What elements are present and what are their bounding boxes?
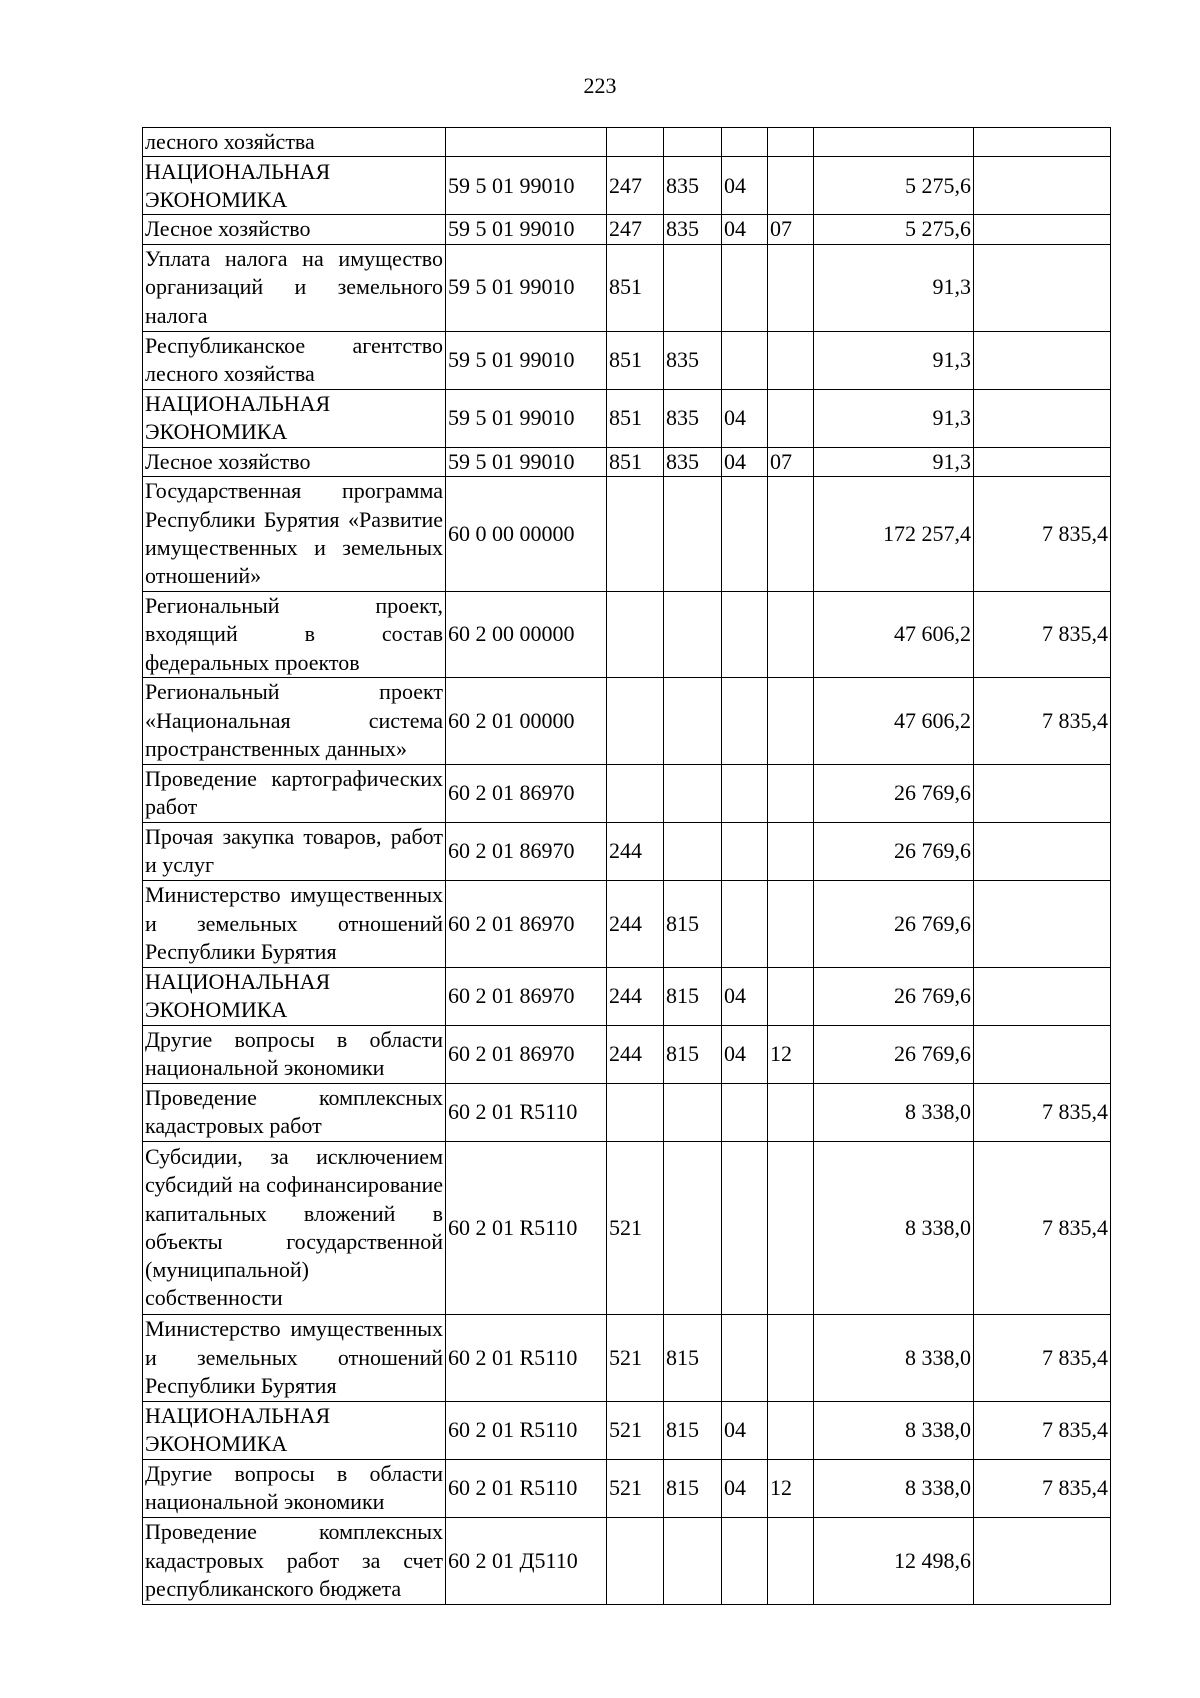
target-article-code-cell: 60 2 01 86970 (446, 764, 607, 822)
federal-amount-cell (974, 764, 1111, 822)
total-amount-cell: 91,3 (814, 244, 974, 331)
section-code-cell (722, 1517, 768, 1604)
expense-type-code-cell (607, 128, 664, 157)
row-name-cell: Министерство имущественных и земельных отношений Республики Бурятия (143, 880, 446, 967)
subsection-code-cell: 07 (768, 447, 814, 476)
table-row (143, 880, 1111, 967)
administrator-code-cell: 835 (664, 157, 722, 215)
federal-amount-cell (974, 880, 1111, 967)
page-number: 223 (583, 73, 617, 98)
table-row (143, 677, 1111, 764)
subsection-code-cell (768, 764, 814, 822)
section-code-cell (722, 1314, 768, 1401)
table-row (143, 447, 1111, 476)
section-code-cell (722, 476, 768, 591)
target-article-code-cell: 60 2 01 R5110 (446, 1401, 607, 1459)
administrator-code-cell: 815 (664, 967, 722, 1025)
subsection-code-cell (768, 476, 814, 591)
federal-amount-cell (974, 215, 1111, 244)
administrator-code-cell: 835 (664, 447, 722, 476)
section-code-cell (722, 331, 768, 389)
federal-amount-cell (974, 1025, 1111, 1083)
table-row (143, 244, 1111, 331)
total-amount-cell: 91,3 (814, 447, 974, 476)
subsection-code-cell (768, 1314, 814, 1401)
target-article-code-cell: 60 0 00 00000 (446, 476, 607, 591)
table-row (143, 128, 1111, 157)
subsection-code-cell (768, 389, 814, 447)
section-code-cell: 04 (722, 447, 768, 476)
administrator-code-cell: 815 (664, 1401, 722, 1459)
row-name-cell: НАЦИОНАЛЬНАЯ ЭКОНОМИКА (143, 967, 446, 1025)
expense-type-code-cell: 521 (607, 1459, 664, 1517)
expense-type-code-cell (607, 764, 664, 822)
target-article-code-cell: 60 2 00 00000 (446, 591, 607, 677)
table-row (143, 591, 1111, 677)
row-name-cell: Проведение комплексных кадастровых работ за счет республиканского бюджета (143, 1517, 446, 1604)
total-amount-cell: 47 606,2 (814, 677, 974, 764)
subsection-code-cell (768, 1401, 814, 1459)
administrator-code-cell: 835 (664, 331, 722, 389)
target-article-code-cell: 60 2 01 86970 (446, 967, 607, 1025)
table-row (143, 331, 1111, 389)
table-row (143, 215, 1111, 244)
target-article-code-cell (446, 128, 607, 157)
section-code-cell (722, 128, 768, 157)
row-name-cell: Министерство имущественных и земельных отношений Республики Бурятия (143, 1314, 446, 1401)
table-row (143, 1314, 1111, 1401)
administrator-code-cell (664, 677, 722, 764)
target-article-code-cell: 59 5 01 99010 (446, 157, 607, 215)
target-article-code-cell: 60 2 01 R5110 (446, 1083, 607, 1141)
target-article-code-cell: 60 2 01 86970 (446, 880, 607, 967)
section-code-cell (722, 677, 768, 764)
row-name-cell: Другие вопросы в области национальной экономики (143, 1025, 446, 1083)
section-code-cell (722, 822, 768, 880)
subsection-code-cell (768, 128, 814, 157)
row-name-cell: Субсидии, за исключением субсидий на софинансирование капитальных вложений в объекты государственной (муниципальной) собственности (143, 1141, 446, 1314)
total-amount-cell: 8 338,0 (814, 1314, 974, 1401)
table-row (143, 476, 1111, 591)
target-article-code-cell: 59 5 01 99010 (446, 215, 607, 244)
total-amount-cell: 26 769,6 (814, 764, 974, 822)
expense-type-code-cell: 521 (607, 1141, 664, 1314)
administrator-code-cell: 815 (664, 1314, 722, 1401)
expense-type-code-cell (607, 677, 664, 764)
total-amount-cell: 8 338,0 (814, 1083, 974, 1141)
expense-type-code-cell: 244 (607, 967, 664, 1025)
administrator-code-cell (664, 591, 722, 677)
target-article-code-cell: 59 5 01 99010 (446, 244, 607, 331)
administrator-code-cell (664, 476, 722, 591)
federal-amount-cell (974, 389, 1111, 447)
table-row (143, 764, 1111, 822)
total-amount-cell: 26 769,6 (814, 967, 974, 1025)
row-name-cell: Проведение картографических работ (143, 764, 446, 822)
row-name-cell: Проведение комплексных кадастровых работ (143, 1083, 446, 1141)
total-amount-cell: 8 338,0 (814, 1141, 974, 1314)
administrator-code-cell (664, 1083, 722, 1141)
expense-type-code-cell: 521 (607, 1314, 664, 1401)
budget-table-body (143, 128, 1111, 1605)
table-row (143, 1517, 1111, 1604)
section-code-cell (722, 880, 768, 967)
administrator-code-cell: 815 (664, 880, 722, 967)
subsection-code-cell (768, 967, 814, 1025)
administrator-code-cell: 815 (664, 1459, 722, 1517)
table-row (143, 1459, 1111, 1517)
row-name-cell: Прочая закупка товаров, работ и услуг (143, 822, 446, 880)
row-name-cell: Региональный проект, входящий в состав федеральных проектов (143, 591, 446, 677)
federal-amount-cell (974, 128, 1111, 157)
row-name-cell: лесного хозяйства (143, 128, 446, 157)
subsection-code-cell (768, 822, 814, 880)
row-name-cell: НАЦИОНАЛЬНАЯ ЭКОНОМИКА (143, 157, 446, 215)
table-row (143, 1141, 1111, 1314)
row-name-cell: Региональный проект «Национальная система пространственных данных» (143, 677, 446, 764)
administrator-code-cell: 835 (664, 389, 722, 447)
section-code-cell: 04 (722, 1025, 768, 1083)
row-name-cell: Лесное хозяйство (143, 215, 446, 244)
total-amount-cell: 5 275,6 (814, 215, 974, 244)
target-article-code-cell: 59 5 01 99010 (446, 447, 607, 476)
section-code-cell: 04 (722, 389, 768, 447)
row-name-cell: НАЦИОНАЛЬНАЯ ЭКОНОМИКА (143, 389, 446, 447)
expense-type-code-cell: 244 (607, 822, 664, 880)
subsection-code-cell (768, 1141, 814, 1314)
expense-type-code-cell (607, 1083, 664, 1141)
total-amount-cell: 26 769,6 (814, 1025, 974, 1083)
target-article-code-cell: 60 2 01 00000 (446, 677, 607, 764)
table-row (143, 1083, 1111, 1141)
total-amount-cell: 47 606,2 (814, 591, 974, 677)
section-code-cell (722, 244, 768, 331)
expense-type-code-cell (607, 476, 664, 591)
expense-type-code-cell: 244 (607, 1025, 664, 1083)
table-row (143, 967, 1111, 1025)
expense-type-code-cell: 247 (607, 157, 664, 215)
federal-amount-cell (974, 967, 1111, 1025)
administrator-code-cell: 835 (664, 215, 722, 244)
subsection-code-cell: 12 (768, 1025, 814, 1083)
administrator-code-cell (664, 244, 722, 331)
subsection-code-cell (768, 880, 814, 967)
total-amount-cell: 91,3 (814, 331, 974, 389)
subsection-code-cell: 07 (768, 215, 814, 244)
row-name-cell: Уплата налога на имущество организаций и земельного налога (143, 244, 446, 331)
administrator-code-cell (664, 764, 722, 822)
table-row (143, 1401, 1111, 1459)
table-row (143, 157, 1111, 215)
section-code-cell: 04 (722, 157, 768, 215)
expense-type-code-cell: 851 (607, 389, 664, 447)
administrator-code-cell: 815 (664, 1025, 722, 1083)
total-amount-cell: 8 338,0 (814, 1401, 974, 1459)
federal-amount-cell: 7 835,4 (974, 1141, 1111, 1314)
subsection-code-cell (768, 331, 814, 389)
total-amount-cell: 26 769,6 (814, 880, 974, 967)
expense-type-code-cell: 521 (607, 1401, 664, 1459)
expense-type-code-cell: 851 (607, 447, 664, 476)
federal-amount-cell: 7 835,4 (974, 677, 1111, 764)
subsection-code-cell (768, 1517, 814, 1604)
target-article-code-cell: 59 5 01 99010 (446, 389, 607, 447)
section-code-cell: 04 (722, 967, 768, 1025)
section-code-cell: 04 (722, 1401, 768, 1459)
total-amount-cell (814, 128, 974, 157)
federal-amount-cell (974, 1517, 1111, 1604)
target-article-code-cell: 60 2 01 R5110 (446, 1459, 607, 1517)
table-row (143, 822, 1111, 880)
administrator-code-cell (664, 1141, 722, 1314)
total-amount-cell: 172 257,4 (814, 476, 974, 591)
section-code-cell: 04 (722, 1459, 768, 1517)
section-code-cell (722, 764, 768, 822)
target-article-code-cell: 60 2 01 Д5110 (446, 1517, 607, 1604)
total-amount-cell: 26 769,6 (814, 822, 974, 880)
federal-amount-cell (974, 244, 1111, 331)
expense-type-code-cell (607, 591, 664, 677)
federal-amount-cell: 7 835,4 (974, 1401, 1111, 1459)
subsection-code-cell (768, 157, 814, 215)
subsection-code-cell (768, 591, 814, 677)
federal-amount-cell: 7 835,4 (974, 476, 1111, 591)
administrator-code-cell (664, 128, 722, 157)
table-row (143, 1025, 1111, 1083)
federal-amount-cell (974, 447, 1111, 476)
total-amount-cell: 8 338,0 (814, 1459, 974, 1517)
section-code-cell (722, 1083, 768, 1141)
federal-amount-cell: 7 835,4 (974, 1459, 1111, 1517)
row-name-cell: НАЦИОНАЛЬНАЯ ЭКОНОМИКА (143, 1401, 446, 1459)
row-name-cell: Другие вопросы в области национальной экономики (143, 1459, 446, 1517)
subsection-code-cell (768, 677, 814, 764)
row-name-cell: Республиканское агентство лесного хозяйства (143, 331, 446, 389)
expense-type-code-cell: 247 (607, 215, 664, 244)
target-article-code-cell: 60 2 01 R5110 (446, 1141, 607, 1314)
federal-amount-cell (974, 822, 1111, 880)
expense-type-code-cell: 851 (607, 331, 664, 389)
expense-type-code-cell: 851 (607, 244, 664, 331)
federal-amount-cell: 7 835,4 (974, 1083, 1111, 1141)
target-article-code-cell: 59 5 01 99010 (446, 331, 607, 389)
federal-amount-cell: 7 835,4 (974, 591, 1111, 677)
total-amount-cell: 5 275,6 (814, 157, 974, 215)
table-row (143, 389, 1111, 447)
subsection-code-cell (768, 244, 814, 331)
total-amount-cell: 12 498,6 (814, 1517, 974, 1604)
section-code-cell (722, 591, 768, 677)
total-amount-cell: 91,3 (814, 389, 974, 447)
federal-amount-cell: 7 835,4 (974, 1314, 1111, 1401)
administrator-code-cell (664, 1517, 722, 1604)
target-article-code-cell: 60 2 01 R5110 (446, 1314, 607, 1401)
subsection-code-cell (768, 1083, 814, 1141)
administrator-code-cell (664, 822, 722, 880)
federal-amount-cell (974, 331, 1111, 389)
subsection-code-cell: 12 (768, 1459, 814, 1517)
row-name-cell: Государственная программа Республики Бурятия «Развитие имущественных и земельных отношений» (143, 476, 446, 591)
target-article-code-cell: 60 2 01 86970 (446, 1025, 607, 1083)
row-name-cell: Лесное хозяйство (143, 447, 446, 476)
budget-table (142, 127, 1111, 1605)
section-code-cell: 04 (722, 215, 768, 244)
section-code-cell (722, 1141, 768, 1314)
expense-type-code-cell: 244 (607, 880, 664, 967)
expense-type-code-cell (607, 1517, 664, 1604)
federal-amount-cell (974, 157, 1111, 215)
target-article-code-cell: 60 2 01 86970 (446, 822, 607, 880)
